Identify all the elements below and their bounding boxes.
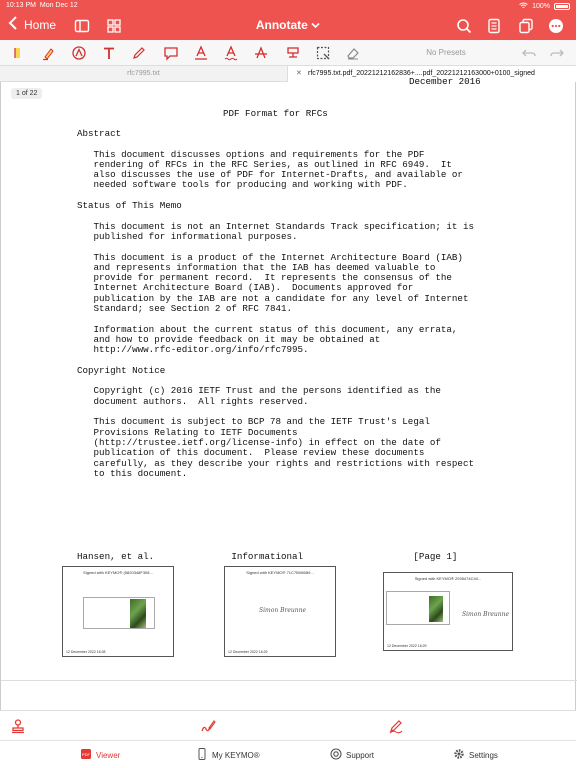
document-line: carefully, as they describe your rights and restrictions with respect bbox=[77, 457, 474, 469]
pdf-viewer[interactable] bbox=[0, 76, 576, 710]
signature-field bbox=[83, 597, 155, 629]
document-line: http://www.rfc-editor.org/info/rfc7995. bbox=[77, 344, 309, 356]
sticky-note-icon[interactable] bbox=[10, 44, 28, 62]
signature-box-2[interactable] bbox=[224, 566, 336, 657]
document-line: (http://trustee.ietf.org/license-info) in effect on the date of bbox=[77, 436, 441, 448]
document-line: to this document. bbox=[77, 467, 188, 479]
tab-settings-label: Settings bbox=[469, 750, 498, 760]
document-tabs bbox=[0, 66, 576, 82]
document-line: Copyright (c) 2016 IETF Trust and the persons identified as the bbox=[77, 385, 441, 397]
document-line: and represents information that the IAB has deemed valuable to bbox=[77, 261, 436, 273]
document-line: needed software tools for producing and working with PDF. bbox=[77, 179, 408, 191]
chevron-down-icon bbox=[311, 18, 320, 32]
document-line: also discusses the use of PDF for Internet-Drafts, and available or bbox=[77, 169, 463, 181]
document-line: Standard; see Section 2 of RFC 7841. bbox=[77, 303, 293, 315]
copy-pages-icon[interactable] bbox=[518, 18, 534, 34]
battery-percent: 100% bbox=[532, 3, 550, 10]
stamp-tool-icon[interactable] bbox=[284, 44, 302, 62]
annotation-toolbar bbox=[0, 40, 576, 66]
page-indicator: 1 of 22 bbox=[11, 88, 42, 99]
document-line: document authors. All rights reserved. bbox=[77, 395, 309, 407]
more-options-icon[interactable] bbox=[548, 18, 564, 34]
document-line: publication of this document. Please review these documents bbox=[77, 447, 425, 459]
document-line: This document is subject to BCP 78 and the IETF Trust's Legal bbox=[77, 416, 430, 428]
signature-date: 12 December 2022 16:28 bbox=[66, 650, 106, 654]
status-bar bbox=[0, 0, 576, 12]
draw-signature-icon[interactable] bbox=[200, 718, 216, 734]
document-date-header: December 2016 bbox=[409, 76, 481, 87]
redo-icon[interactable] bbox=[548, 44, 566, 62]
highlighter-icon[interactable] bbox=[40, 44, 58, 62]
gear-icon bbox=[453, 748, 465, 762]
wifi-icon bbox=[519, 2, 528, 11]
pen-tool-icon[interactable] bbox=[130, 44, 148, 62]
handwritten-signature: Simon Breunne bbox=[462, 611, 510, 618]
document-line: Information about the current status of this document, any errata, bbox=[77, 323, 458, 335]
page-divider bbox=[1, 680, 577, 681]
underline-text-icon[interactable] bbox=[192, 44, 210, 62]
comment-icon[interactable] bbox=[162, 44, 180, 62]
status-date: Mon Dec 12 bbox=[39, 2, 78, 9]
tab-my-keymo-label: My KEYMO® bbox=[212, 750, 260, 760]
tab-support[interactable] bbox=[330, 748, 374, 762]
close-tab-icon[interactable]: ✕ bbox=[296, 70, 302, 77]
tab-label: rfc7995.txt bbox=[127, 70, 160, 77]
undo-icon[interactable] bbox=[520, 44, 538, 62]
lifebuoy-icon bbox=[330, 748, 342, 762]
document-line: Abstract bbox=[77, 128, 122, 139]
eraser-icon[interactable] bbox=[344, 44, 362, 62]
document-title: PDF Format for RFCs bbox=[223, 108, 328, 119]
document-line: rendering of RFCs in the RFC Series, as outlined in RFC 6949. It bbox=[77, 158, 452, 170]
document-line: provide for permanent record. It represents the consensus of the bbox=[77, 272, 452, 284]
squiggly-text-icon[interactable] bbox=[222, 44, 240, 62]
bottom-tab-bar bbox=[0, 740, 576, 768]
strikeout-text-icon[interactable] bbox=[252, 44, 270, 62]
document-line: Provisions Relating to IETF Documents bbox=[77, 426, 298, 438]
document-line: This document is not an Internet Standards Track specification; it is bbox=[77, 220, 474, 232]
handwritten-signature: Simon Breunne bbox=[259, 607, 307, 614]
document-line: Status of This Memo bbox=[77, 200, 182, 212]
signature-photo bbox=[130, 599, 146, 628]
home-label: Home bbox=[24, 17, 57, 32]
nav-bar bbox=[0, 14, 576, 40]
svg-text:PDF: PDF bbox=[82, 752, 90, 757]
signature-stamp-icon[interactable] bbox=[70, 44, 88, 62]
tab-settings[interactable] bbox=[453, 748, 498, 762]
battery-icon bbox=[554, 3, 570, 10]
stamp-sign-icon[interactable] bbox=[10, 718, 26, 734]
text-tool-icon[interactable] bbox=[100, 44, 118, 62]
tab-rfc7995-txt[interactable] bbox=[0, 66, 288, 82]
document-line: and how to provide feedback on it may be obtained at bbox=[77, 333, 381, 345]
signature-date: 12 December 2022 16:29 bbox=[228, 650, 268, 654]
document-line: This document is a product of the Internet Architecture Board (IAB) bbox=[77, 251, 463, 263]
presets-label[interactable]: No Presets bbox=[426, 48, 466, 57]
pdf-file-icon bbox=[80, 748, 92, 762]
document-line: This document discusses options and requirements for the PDF bbox=[77, 148, 425, 160]
document-line: published for informational purposes. bbox=[77, 230, 298, 242]
search-icon[interactable] bbox=[456, 18, 472, 34]
selection-tool-icon[interactable] bbox=[314, 44, 332, 62]
page-title: Annotate bbox=[255, 18, 308, 32]
phone-icon bbox=[196, 748, 208, 762]
status-time: 10:13 PM bbox=[6, 2, 36, 9]
document-line: publication by the IAB are not a candidate for any level of Internet bbox=[77, 292, 469, 304]
signature-caption: Signed with KEYMO® 2935474C40... bbox=[414, 576, 482, 581]
tab-viewer[interactable] bbox=[80, 748, 120, 762]
document-outline-icon[interactable] bbox=[486, 18, 502, 34]
signature-photo bbox=[429, 596, 443, 622]
document-line: Internet Architecture Board (IAB). Documents approved for bbox=[77, 282, 414, 294]
signature-caption: Signed with KEYMO® (5820348F308... bbox=[83, 570, 153, 575]
signature-field bbox=[386, 591, 450, 625]
signature-caption: Signed with KEYMO® 71C7B006B9... bbox=[246, 570, 314, 575]
tab-label: rfc7995.txt.pdf_20221212162836+....pdf_20221212163000+0100_signed bbox=[308, 70, 535, 77]
tab-viewer-label: Viewer bbox=[96, 750, 121, 760]
signature-box-1[interactable] bbox=[62, 566, 174, 657]
document-body bbox=[77, 129, 474, 479]
signature-tools bbox=[0, 710, 576, 740]
page-footer: Hansen, et al. Informational [Page 1] bbox=[77, 551, 458, 562]
signature-box-3[interactable] bbox=[383, 572, 513, 651]
tab-my-keymo[interactable] bbox=[196, 748, 260, 762]
document-line: Copyright Notice bbox=[77, 364, 166, 376]
sign-pen-icon[interactable] bbox=[388, 718, 404, 734]
tab-support-label: Support bbox=[346, 750, 375, 760]
signature-date: 12 December 2022 16:29 bbox=[387, 644, 427, 648]
